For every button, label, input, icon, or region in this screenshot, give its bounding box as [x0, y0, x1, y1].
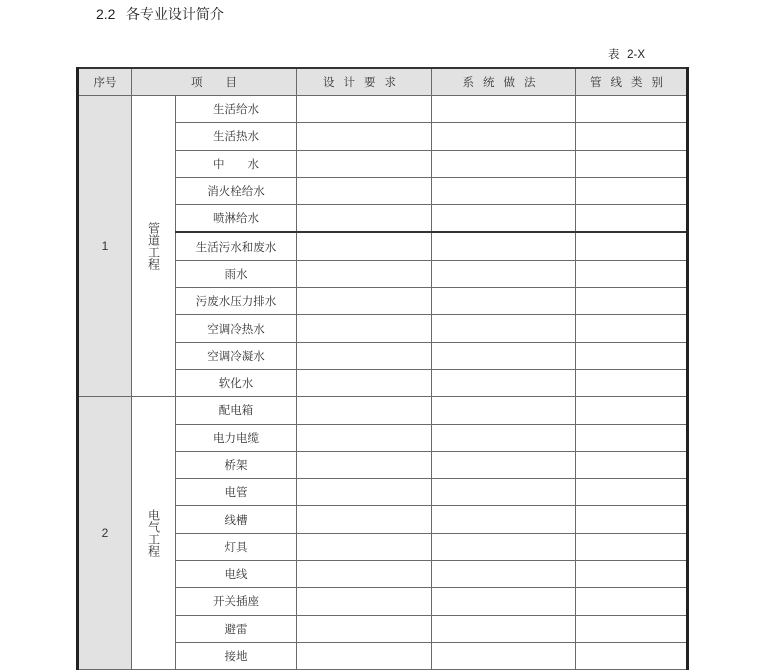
section-heading [96, 4, 224, 24]
item-name: 接地 [176, 642, 297, 669]
item-name: 电线 [176, 561, 297, 588]
item-name: 雨水 [176, 260, 297, 287]
item-name: 中 水 [176, 150, 297, 177]
pipe-type-cell [576, 479, 688, 506]
pipe-type-cell [576, 342, 688, 369]
group-seq-number: 2 [78, 397, 132, 670]
system-method-cell [432, 150, 576, 177]
design-requirement-cell [297, 123, 432, 150]
design-requirement-cell [297, 561, 432, 588]
section-title-text: 各专业设计简介 [125, 7, 224, 23]
item-name: 喷淋给水 [176, 205, 297, 233]
design-requirement-cell [297, 260, 432, 287]
system-method-cell [432, 642, 576, 669]
system-method-cell [432, 588, 576, 615]
item-name: 污废水压力排水 [176, 288, 297, 315]
design-requirement-cell [297, 615, 432, 642]
item-name: 电管 [176, 479, 297, 506]
item-name: 消火栓给水 [176, 177, 297, 204]
item-name: 软化水 [176, 369, 297, 396]
pipe-type-cell [576, 96, 688, 123]
design-requirement-cell [297, 232, 432, 260]
group-category [132, 96, 176, 397]
design-requirement-cell [297, 288, 432, 315]
design-requirement-cell [297, 397, 432, 424]
system-method-cell [432, 506, 576, 533]
design-requirement-cell [297, 177, 432, 204]
system-method-cell [432, 315, 576, 342]
item-name: 生活热水 [176, 123, 297, 150]
system-method-cell [432, 397, 576, 424]
item-name: 避雷 [176, 615, 297, 642]
design-requirement-cell [297, 150, 432, 177]
item-name: 生活污水和废水 [176, 232, 297, 260]
pipe-type-cell [576, 177, 688, 204]
header-item: 项 目 [132, 68, 297, 96]
table-caption-prefix: 表 [608, 47, 620, 61]
design-requirement-cell [297, 451, 432, 478]
pipe-type-cell [576, 288, 688, 315]
pipe-type-cell [576, 424, 688, 451]
item-name: 桥架 [176, 451, 297, 478]
group-seq-number: 1 [78, 96, 132, 397]
pipe-type-cell [576, 260, 688, 287]
item-name: 配电箱 [176, 397, 297, 424]
header-seq: 序号 [78, 68, 132, 96]
pipe-type-cell [576, 150, 688, 177]
design-requirement-cell [297, 533, 432, 560]
pipe-type-cell [576, 369, 688, 396]
system-method-cell [432, 177, 576, 204]
system-method-cell [432, 342, 576, 369]
table-header-row [78, 68, 688, 96]
design-requirement-cell [297, 369, 432, 396]
group-category [132, 397, 176, 670]
design-requirement-cell [297, 342, 432, 369]
design-requirement-cell [297, 642, 432, 669]
group-category-label: 管道工程 [146, 222, 161, 271]
design-requirement-cell [297, 96, 432, 123]
system-method-cell [432, 424, 576, 451]
pipe-type-cell [576, 205, 688, 233]
system-method-cell [432, 96, 576, 123]
pipe-type-cell [576, 451, 688, 478]
system-method-cell [432, 232, 576, 260]
design-spec-table [76, 67, 689, 670]
item-name: 电力电缆 [176, 424, 297, 451]
table-body [78, 96, 688, 670]
group-category-label: 电气工程 [146, 509, 161, 558]
system-method-cell [432, 288, 576, 315]
design-requirement-cell [297, 205, 432, 233]
system-method-cell [432, 369, 576, 396]
system-method-cell [432, 205, 576, 233]
system-method-cell [432, 533, 576, 560]
item-name: 开关插座 [176, 588, 297, 615]
item-name: 空调冷热水 [176, 315, 297, 342]
item-name: 空调冷凝水 [176, 342, 297, 369]
system-method-cell [432, 479, 576, 506]
design-requirement-cell [297, 315, 432, 342]
header-design-requirement: 设计要求 [297, 68, 432, 96]
pipe-type-cell [576, 315, 688, 342]
system-method-cell [432, 561, 576, 588]
pipe-type-cell [576, 588, 688, 615]
design-requirement-cell [297, 588, 432, 615]
item-name: 生活给水 [176, 96, 297, 123]
section-number: 2.2 [96, 6, 116, 22]
pipe-type-cell [576, 615, 688, 642]
system-method-cell [432, 451, 576, 478]
table-row [78, 96, 688, 123]
system-method-cell [432, 260, 576, 287]
table-caption [608, 46, 645, 62]
design-requirement-cell [297, 506, 432, 533]
pipe-type-cell [576, 123, 688, 150]
header-pipe-type: 管线类别 [576, 68, 688, 96]
system-method-cell [432, 615, 576, 642]
pipe-type-cell [576, 533, 688, 560]
design-requirement-cell [297, 424, 432, 451]
pipe-type-cell [576, 397, 688, 424]
pipe-type-cell [576, 506, 688, 533]
item-name: 灯具 [176, 533, 297, 560]
pipe-type-cell [576, 232, 688, 260]
design-requirement-cell [297, 479, 432, 506]
header-system-method: 系统做法 [432, 68, 576, 96]
system-method-cell [432, 123, 576, 150]
table-row [78, 397, 688, 424]
table-caption-code: 2-X [627, 49, 646, 61]
item-name: 线槽 [176, 506, 297, 533]
pipe-type-cell [576, 561, 688, 588]
pipe-type-cell [576, 642, 688, 669]
